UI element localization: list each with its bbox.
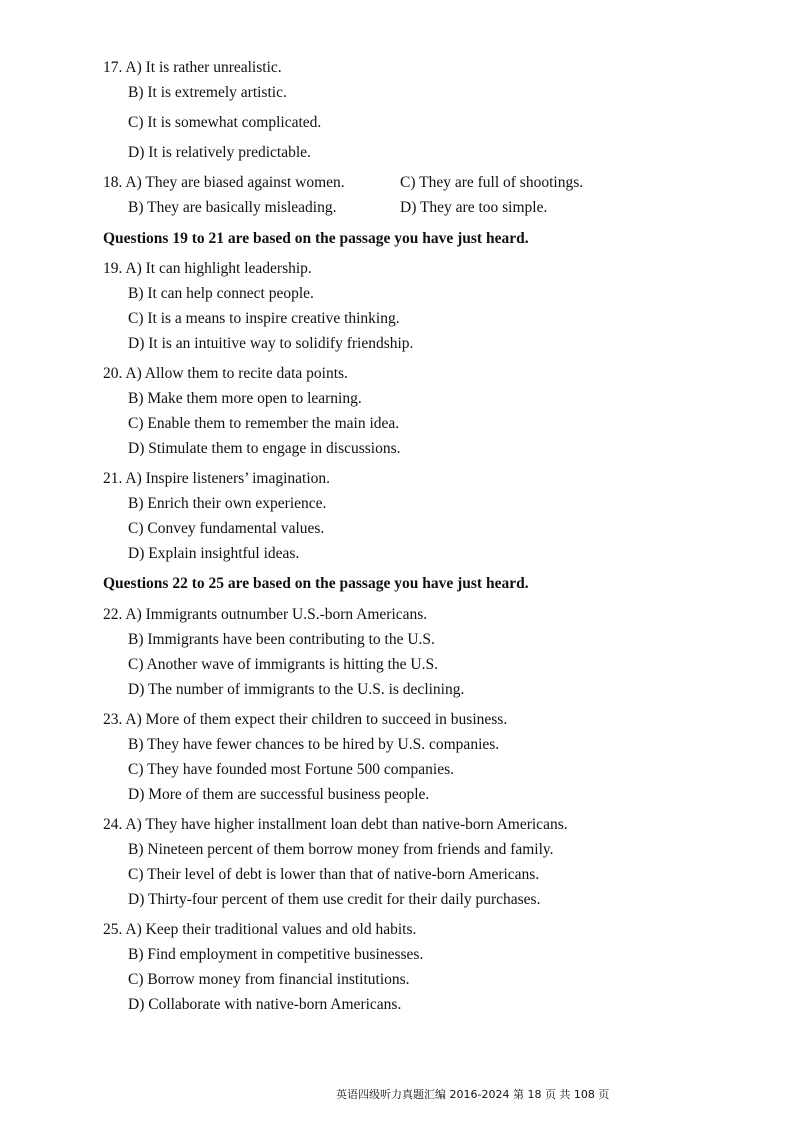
q21-option-d: D) Explain insightful ideas. (128, 545, 300, 562)
q19-option-d: D) It is an intuitive way to solidify friendship. (128, 335, 414, 352)
q25-option-c: C) Borrow money from financial institutions. (128, 971, 410, 988)
option-a: A) Inspire listeners’ imagination. (125, 470, 331, 487)
q23-option-c: C) They have founded most Fortune 500 companies. (128, 761, 455, 778)
q20-option-c: C) Enable them to remember the main idea. (128, 415, 400, 432)
q25-option-b: B) Find employment in competitive businesses. (128, 946, 424, 963)
question-number: 19. (103, 260, 123, 277)
q23-option-b: B) They have fewer chances to be hired by U.S. companies. (128, 736, 500, 753)
q18-option-d: D) They are too simple. (400, 199, 548, 216)
question-number: 20. (103, 365, 123, 382)
option-a: A) They have higher installment loan debt than native-born Americans. (125, 816, 568, 833)
question-18 (103, 173, 345, 193)
question-number: 25. (103, 921, 123, 938)
q24-option-c: C) Their level of debt is lower than that of native-born Americans. (128, 866, 540, 883)
question-number: 22. (103, 606, 123, 623)
section-heading-22-25: Questions 22 to 25 are based on the passage you have just heard. (103, 575, 529, 592)
q21-option-b: B) Enrich their own experience. (128, 495, 327, 512)
question-number: 23. (103, 711, 123, 728)
option-a: A) It can highlight leadership. (125, 260, 312, 277)
q25-option-d: D) Collaborate with native-born Americans. (128, 996, 402, 1013)
question-17 (103, 58, 282, 78)
q21-option-c: C) Convey fundamental values. (128, 520, 325, 537)
option-a: A) More of them expect their children to succeed in business. (125, 711, 508, 728)
option-a: A) Immigrants outnumber U.S.-born Americans. (125, 606, 428, 623)
q19-option-b: B) It can help connect people. (128, 285, 314, 302)
q24-option-d: D) Thirty-four percent of them use credit for their daily purchases. (128, 891, 541, 908)
option-a: A) Keep their traditional values and old habits. (125, 921, 417, 938)
q20-option-d: D) Stimulate them to engage in discussions. (128, 440, 401, 457)
q22-option-b: B) Immigrants have been contributing to the U.S. (128, 631, 435, 648)
q17-option-b: B) It is extremely artistic. (128, 84, 287, 101)
q20-option-b: B) Make them more open to learning. (128, 390, 362, 407)
q18-option-c: C) They are full of shootings. (400, 174, 584, 191)
q17-option-c: C) It is somewhat complicated. (128, 114, 322, 131)
q18-option-b: B) They are basically misleading. (128, 199, 337, 216)
question-22 (103, 605, 427, 625)
q22-option-c: C) Another wave of immigrants is hitting the U.S. (128, 656, 438, 673)
question-24 (103, 815, 568, 835)
question-number: 18. (103, 174, 123, 191)
q17-option-d: D) It is relatively predictable. (128, 144, 311, 161)
question-19 (103, 259, 312, 279)
question-23 (103, 710, 507, 730)
page-footer: 英语四级听力真题汇编 2016-2024 第 18 页 共 108 页 (336, 1088, 610, 1101)
q24-option-b: B) Nineteen percent of them borrow money from friends and family. (128, 841, 554, 858)
q19-option-c: C) It is a means to inspire creative thinking. (128, 310, 400, 327)
option-a: A) They are biased against women. (125, 174, 345, 191)
option-a: A) Allow them to recite data points. (125, 365, 348, 382)
question-21 (103, 469, 330, 489)
question-number: 24. (103, 816, 123, 833)
question-number: 21. (103, 470, 123, 487)
option-a: A) It is rather unrealistic. (125, 59, 282, 76)
q23-option-d: D) More of them are successful business people. (128, 786, 430, 803)
question-25 (103, 920, 416, 940)
question-20 (103, 364, 348, 384)
section-heading-19-21: Questions 19 to 21 are based on the passage you have just heard. (103, 230, 529, 247)
question-number: 17. (103, 59, 123, 76)
q22-option-d: D) The number of immigrants to the U.S. is declining. (128, 681, 465, 698)
